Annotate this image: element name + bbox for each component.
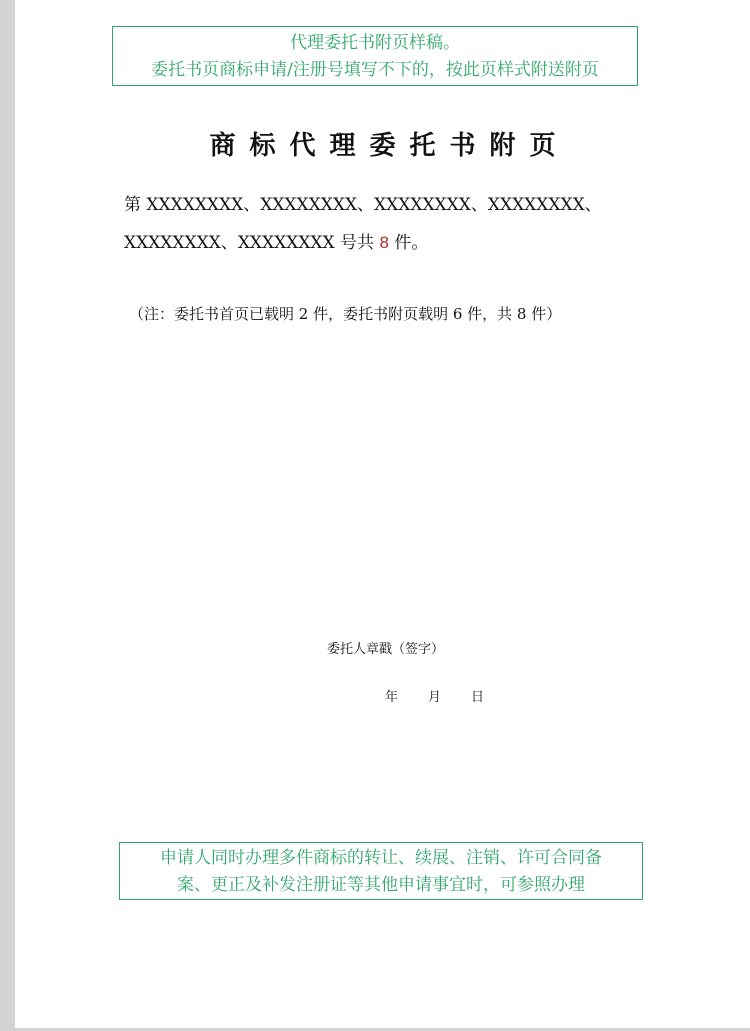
bottom-notice-line2: 案、更正及补发注册证等其他申请事宜时，可参照办理 (177, 875, 585, 895)
document-title: 商标代理委托书附页 (209, 131, 570, 161)
registration-numbers-line1: 第 XXXXXXXX、XXXXXXXX、XXXXXXXX、XXXXXXXX、 (124, 195, 602, 215)
top-notice-line2: 委托书页商标申请/注册号填写不下的，按此页样式附送附页 (151, 60, 599, 80)
date-line (385, 686, 484, 705)
bottom-notice-box (119, 842, 643, 900)
count-note: （注：委托书首页已载明 2 件，委托书附页载明 6 件，共 8 件） (129, 305, 562, 323)
month-label: 月 (428, 690, 442, 705)
top-notice-box (112, 26, 638, 86)
bottom-notice-line1: 申请人同时办理多件商标的转让、续展、注销、许可合同备 (160, 848, 602, 868)
document-page (15, 0, 750, 1028)
item-count: 8 (379, 233, 389, 252)
registration-numbers-suffix: 件。 (388, 233, 429, 253)
signature-label: 委托人章戳（签字） (327, 642, 445, 657)
top-notice-line1: 代理委托书附页样稿。 (290, 33, 460, 53)
year-label: 年 (385, 690, 399, 705)
day-label: 日 (471, 690, 485, 705)
registration-numbers-prefix: XXXXXXXX、XXXXXXXX 号共 (124, 233, 380, 253)
registration-numbers-line2 (124, 228, 428, 253)
